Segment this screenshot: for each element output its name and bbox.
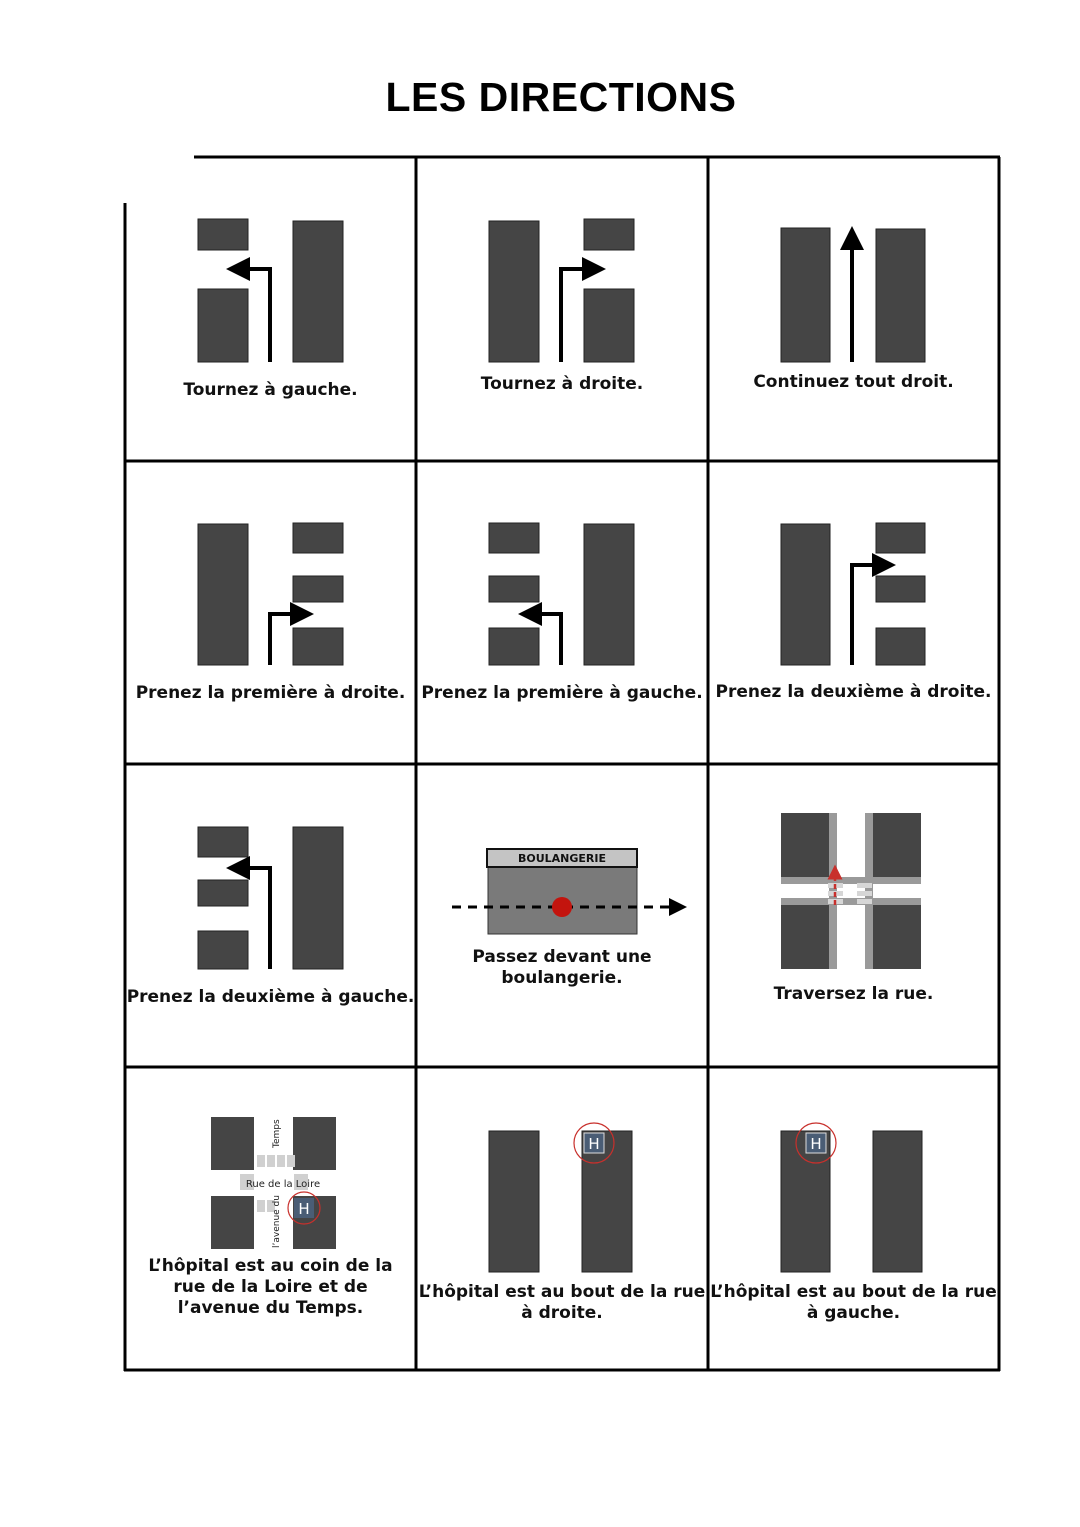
turn-left-diagram	[198, 219, 343, 362]
page-title: LES DIRECTIONS	[385, 74, 737, 120]
hospital-letter: H	[298, 1200, 310, 1218]
hospital-end-right-diagram	[489, 1123, 632, 1272]
building	[198, 880, 248, 906]
building	[781, 813, 837, 877]
turn-right-diagram	[489, 219, 634, 362]
building	[876, 229, 925, 362]
building	[781, 228, 830, 362]
building	[489, 576, 539, 602]
sidewalk	[781, 877, 921, 884]
building	[584, 289, 634, 362]
building	[489, 221, 539, 362]
building	[584, 219, 634, 250]
building	[293, 523, 343, 553]
building	[865, 905, 921, 969]
building	[198, 827, 248, 857]
caption-cross-street: Traversez la rue.	[773, 984, 934, 1004]
caption-first-right: Prenez la première à droite.	[135, 683, 406, 703]
building	[876, 523, 925, 553]
caption-straight: Continuez tout droit.	[753, 372, 954, 392]
building	[781, 524, 830, 665]
building	[876, 576, 925, 602]
building	[293, 221, 343, 362]
bakery-diagram	[452, 849, 678, 934]
straight-diagram	[781, 228, 925, 362]
caption-first-left: Prenez la première à gauche.	[421, 683, 703, 703]
first-right-diagram	[198, 523, 343, 665]
first-left-diagram	[489, 523, 634, 665]
sidewalk	[781, 898, 921, 905]
building	[489, 523, 539, 553]
building	[584, 524, 634, 665]
cross-street-diagram	[781, 813, 921, 969]
caption-turn-right: Tournez à droite.	[480, 374, 644, 394]
street-label-temps: Temps	[272, 1119, 282, 1148]
building	[489, 628, 539, 665]
building	[198, 524, 248, 665]
caption-second-right: Prenez la deuxième à droite.	[715, 682, 992, 702]
position-dot	[552, 897, 572, 917]
building	[873, 1131, 922, 1272]
building	[211, 1196, 254, 1249]
street-label-loire: Rue de la Loire	[245, 1179, 321, 1190]
caption-second-left: Prenez la deuxième à gauche.	[126, 987, 415, 1007]
caption-hospital-corner: L’hôpital est au coin de la rue de la Loire et de l’avenue du Temps.	[148, 1256, 393, 1318]
caption-pass-bakery: Passez devant une boulangerie.	[472, 947, 652, 988]
building	[198, 289, 248, 362]
building	[211, 1117, 254, 1170]
building	[293, 827, 343, 969]
bakery-sign-text: BOULANGERIE	[517, 852, 607, 865]
second-right-diagram	[781, 523, 925, 665]
building	[293, 1117, 336, 1170]
hospital-corner-diagram	[211, 1117, 336, 1249]
building	[865, 813, 921, 877]
building	[198, 219, 248, 250]
building	[876, 628, 925, 665]
building	[198, 931, 248, 969]
caption-hospital-end-right: L’hôpital est au bout de la rue à droite.	[418, 1282, 706, 1323]
building	[293, 576, 343, 602]
hospital-letter: H	[588, 1135, 600, 1153]
building	[781, 905, 837, 969]
building	[489, 1131, 539, 1272]
caption-turn-left: Tournez à gauche.	[183, 380, 358, 400]
street-label-avenue: l’avenue du	[272, 1195, 282, 1248]
hospital-end-left-diagram	[781, 1123, 922, 1272]
hospital-letter: H	[810, 1135, 822, 1153]
building	[293, 628, 343, 665]
caption-hospital-end-left: L’hôpital est au bout de la rue à gauche.	[710, 1282, 997, 1323]
second-left-diagram	[198, 827, 343, 969]
